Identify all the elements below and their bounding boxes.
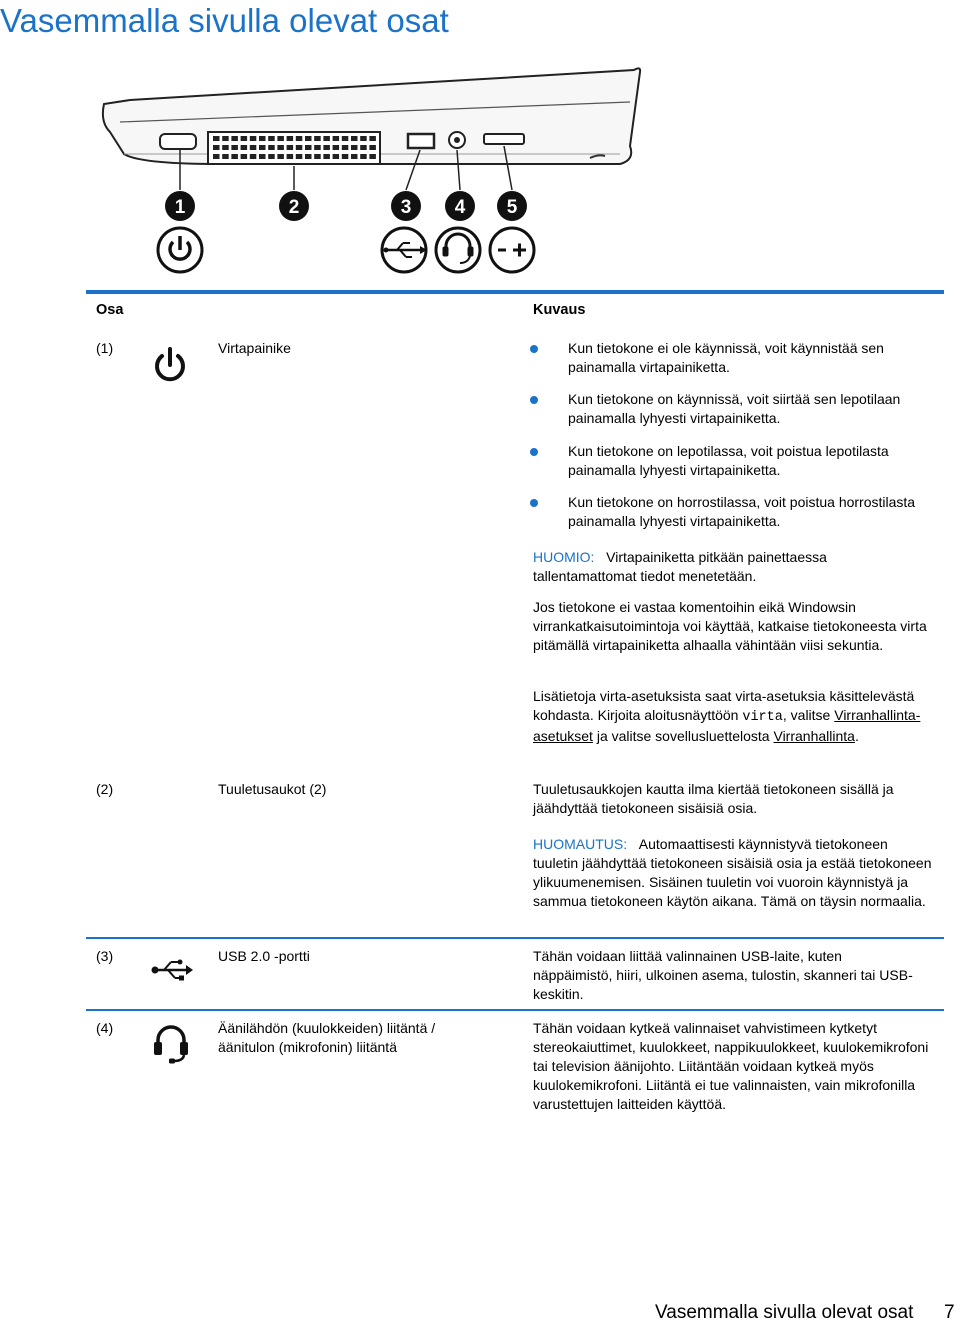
footer-section-title: Vasemmalla sivulla olevat osat xyxy=(655,1302,914,1323)
row3-number: (3) xyxy=(96,948,114,964)
row4-description: Tähän voidaan kytkeä valinnaiset vahvistimeen kytketyt stereokaiuttimet, kuulokkeet, nappikuulokkeet, kuulokemikrofoni tai television äänijohto. Liitäntään voidaan kytkeä myös kuulokemikrofoni. Liitäntä ei tue valinnaisten, vain mikrofonilla varustettujen laitteiden käyttöä. xyxy=(533,1020,929,1112)
row3-description: Tähän voidaan liittää valinnainen USB-laite, kuten näppäimistö, hiiri, ulkoinen asema, tulostin, skanneri tai USB-keskitin. xyxy=(533,948,913,1002)
row4-part-name: Äänilähdön (kuulokkeiden) liitäntä / äänitulon (mikrofonin) liitäntä xyxy=(218,1020,436,1055)
row4-number: (4) xyxy=(96,1020,114,1036)
note-label: HUOMAUTUS: xyxy=(533,836,628,852)
row1-bullet-2: Kun tietokone on käynnissä, voit siirtää sen lepotilaan painamalla lyhyesti virtapainiketta. xyxy=(568,391,901,426)
usb-port-shape xyxy=(408,134,434,148)
bullet-dot xyxy=(530,448,538,456)
row-divider xyxy=(86,937,944,939)
para-text: . xyxy=(854,728,859,744)
column-header-part: Osa xyxy=(96,302,124,318)
page-number: 7 xyxy=(944,1302,955,1323)
para-text: , valitse xyxy=(782,707,831,723)
callout-3 xyxy=(391,191,421,221)
callout-5 xyxy=(497,191,527,221)
svg-text:3: 3 xyxy=(400,197,412,218)
headset-icon xyxy=(152,1023,190,1065)
card-slot-shape xyxy=(484,134,524,144)
row-divider xyxy=(86,1009,944,1011)
page-title: Vasemmalla sivulla olevat osat xyxy=(0,2,449,39)
row1-bullet-1: Kun tietokone ei ole käynnissä, voit käynnistää sen painamalla virtapainiketta. xyxy=(568,340,884,375)
power-button-shape xyxy=(160,134,196,149)
callout-4 xyxy=(445,191,475,221)
para-text: ja valitse sovellusluettelosta xyxy=(596,728,770,744)
row3-part-name: USB 2.0 -portti xyxy=(218,948,310,964)
table-header-bar xyxy=(86,290,944,294)
row1-bullet-3: Kun tietokone on lepotilassa, voit poistua lepotilasta painamalla lyhyesti virtapainiketta. xyxy=(568,443,889,478)
svg-text:4: 4 xyxy=(454,197,466,218)
usb-icon xyxy=(150,958,194,982)
callout-1 xyxy=(165,191,195,221)
note-text: Automaattisesti käynnistyvä tietokoneen tuuletin jäähdyttää tietokoneen sisäisiä osia ja estää tietokoneen ylikuumenemisen. Sisäinen tuuletin voi vuoroin käynnistyä ja sammua tietokoneen käytön aikana. Tämä on täysin normaalia. xyxy=(533,836,932,909)
row1-paragraph-2 xyxy=(533,687,938,746)
figure-power-icon xyxy=(158,228,202,272)
row1-paragraph-1: Jos tietokone ei vastaa komentoihin eikä Windowsin virrankatkaisutoimintoja voi käyttää, katkaise tietokoneesta virta pitämällä virtapainiketta alhaalla vähintään viisi sekuntia. xyxy=(533,599,927,653)
figure-headset-icon xyxy=(436,228,480,272)
para-text: Lisätietoja virta-asetuksista saat virta-asetuksia käsittelevästä kohdasta. Kirjoita aloitusnäyttöön xyxy=(533,688,915,723)
bullet-dot xyxy=(530,499,538,507)
row2-description: Tuuletusaukkojen kautta ilma kiertää tietokoneen sisällä ja jäähdyttää tietokoneen sisäisiä osia. xyxy=(533,781,894,816)
row1-number: (1) xyxy=(96,340,114,356)
vents-shape xyxy=(208,132,380,164)
figure-usb-icon xyxy=(382,228,427,272)
laptop-side-figure xyxy=(100,62,660,284)
row1-bullet-4: Kun tietokone on horrostilassa, voit poistua horrostilasta painamalla lyhyesti virtapainiketta. xyxy=(568,494,916,529)
figure-plus-minus-icon xyxy=(490,228,534,272)
row2-note xyxy=(533,835,933,911)
bullet-dot xyxy=(530,345,538,353)
row2-part-name: Tuuletusaukot (2) xyxy=(218,781,327,797)
column-header-description: Kuvaus xyxy=(533,302,586,318)
note-text: Virtapainiketta pitkään painettaessa tallentamattomat tiedot menetetään. xyxy=(533,549,827,584)
svg-text:2: 2 xyxy=(288,197,300,218)
callout-2 xyxy=(279,191,309,221)
command-text: virta xyxy=(742,710,783,725)
link-power-settings[interactable]: Virranhallinta-asetukset xyxy=(533,707,921,744)
link-power-management[interactable]: Virranhallinta xyxy=(773,728,855,744)
row1-part-name: Virtapainike xyxy=(218,340,291,356)
row1-note xyxy=(533,548,913,586)
bullet-dot xyxy=(530,396,538,404)
svg-text:5: 5 xyxy=(506,197,518,218)
svg-text:1: 1 xyxy=(174,197,186,218)
note-label: HUOMIO: xyxy=(533,549,595,565)
power-icon xyxy=(152,346,188,384)
row2-number: (2) xyxy=(96,781,114,797)
